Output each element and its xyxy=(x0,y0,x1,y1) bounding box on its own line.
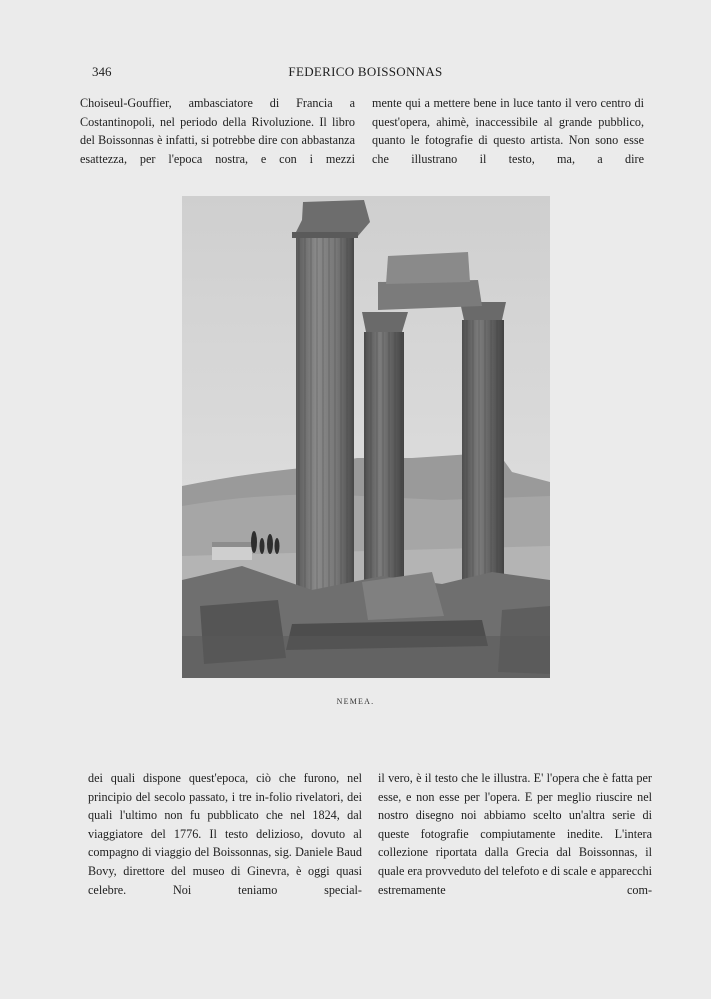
top-left-column xyxy=(80,94,355,168)
figure-caption: NEMEA. xyxy=(336,697,375,706)
top-right-column xyxy=(372,94,644,168)
nemea-photograph xyxy=(182,196,550,678)
bottom-right-column xyxy=(378,769,652,899)
bottom-right-paragraph: il vero, è il testo che le illustra. E' l'opera che è fatta per esse, e non esse per l'opera. E per meglio riuscire nel nostro disegno noi abbiamo scelto un'altra serie di queste fotografie compiutamente inedite. L'intera collezione riportata dalla Grecia dal Boissonnas, il quale era provveduto del telefoto e di scale e apparecchi estremamente com- xyxy=(378,771,652,897)
page-number: 346 xyxy=(92,64,112,79)
top-left-paragraph: Choiseul-Gouffier, ambasciatore di Francia a Costantinopoli, nel periodo della Rivoluzione. Il libro del Boissonnas è infatti, si potrebbe dire con abbastanza esattezza, per l'epoca nostra, e con i mezzi xyxy=(80,96,355,166)
bottom-left-paragraph: dei quali dispone quest'epoca, ciò che furono, nel principio del secolo passato, i tre in-folio rivelatori, dei quali l'ultimo non fu pubblicato che nel 1824, dal viaggiatore del 1776. Il testo delizioso, dovuto al compagno di viaggio del Boissonnas, sig. Daniele Baud Bovy, direttore del museo di Ginevra, è oggi quasi celebre. Noi teniamo special- xyxy=(88,771,362,897)
temple-columns-illustration xyxy=(182,196,550,678)
top-right-paragraph: mente qui a mettere bene in luce tanto il vero centro di quest'opera, ahimè, inaccessibile al grande pubblico, quanto le fotografie di questo artista. Non sono esse che illustrano il testo, ma, a dire xyxy=(372,96,644,166)
bottom-left-column xyxy=(88,769,362,899)
running-head xyxy=(80,64,651,82)
running-title: FEDERICO BOISSONNAS xyxy=(288,64,443,79)
